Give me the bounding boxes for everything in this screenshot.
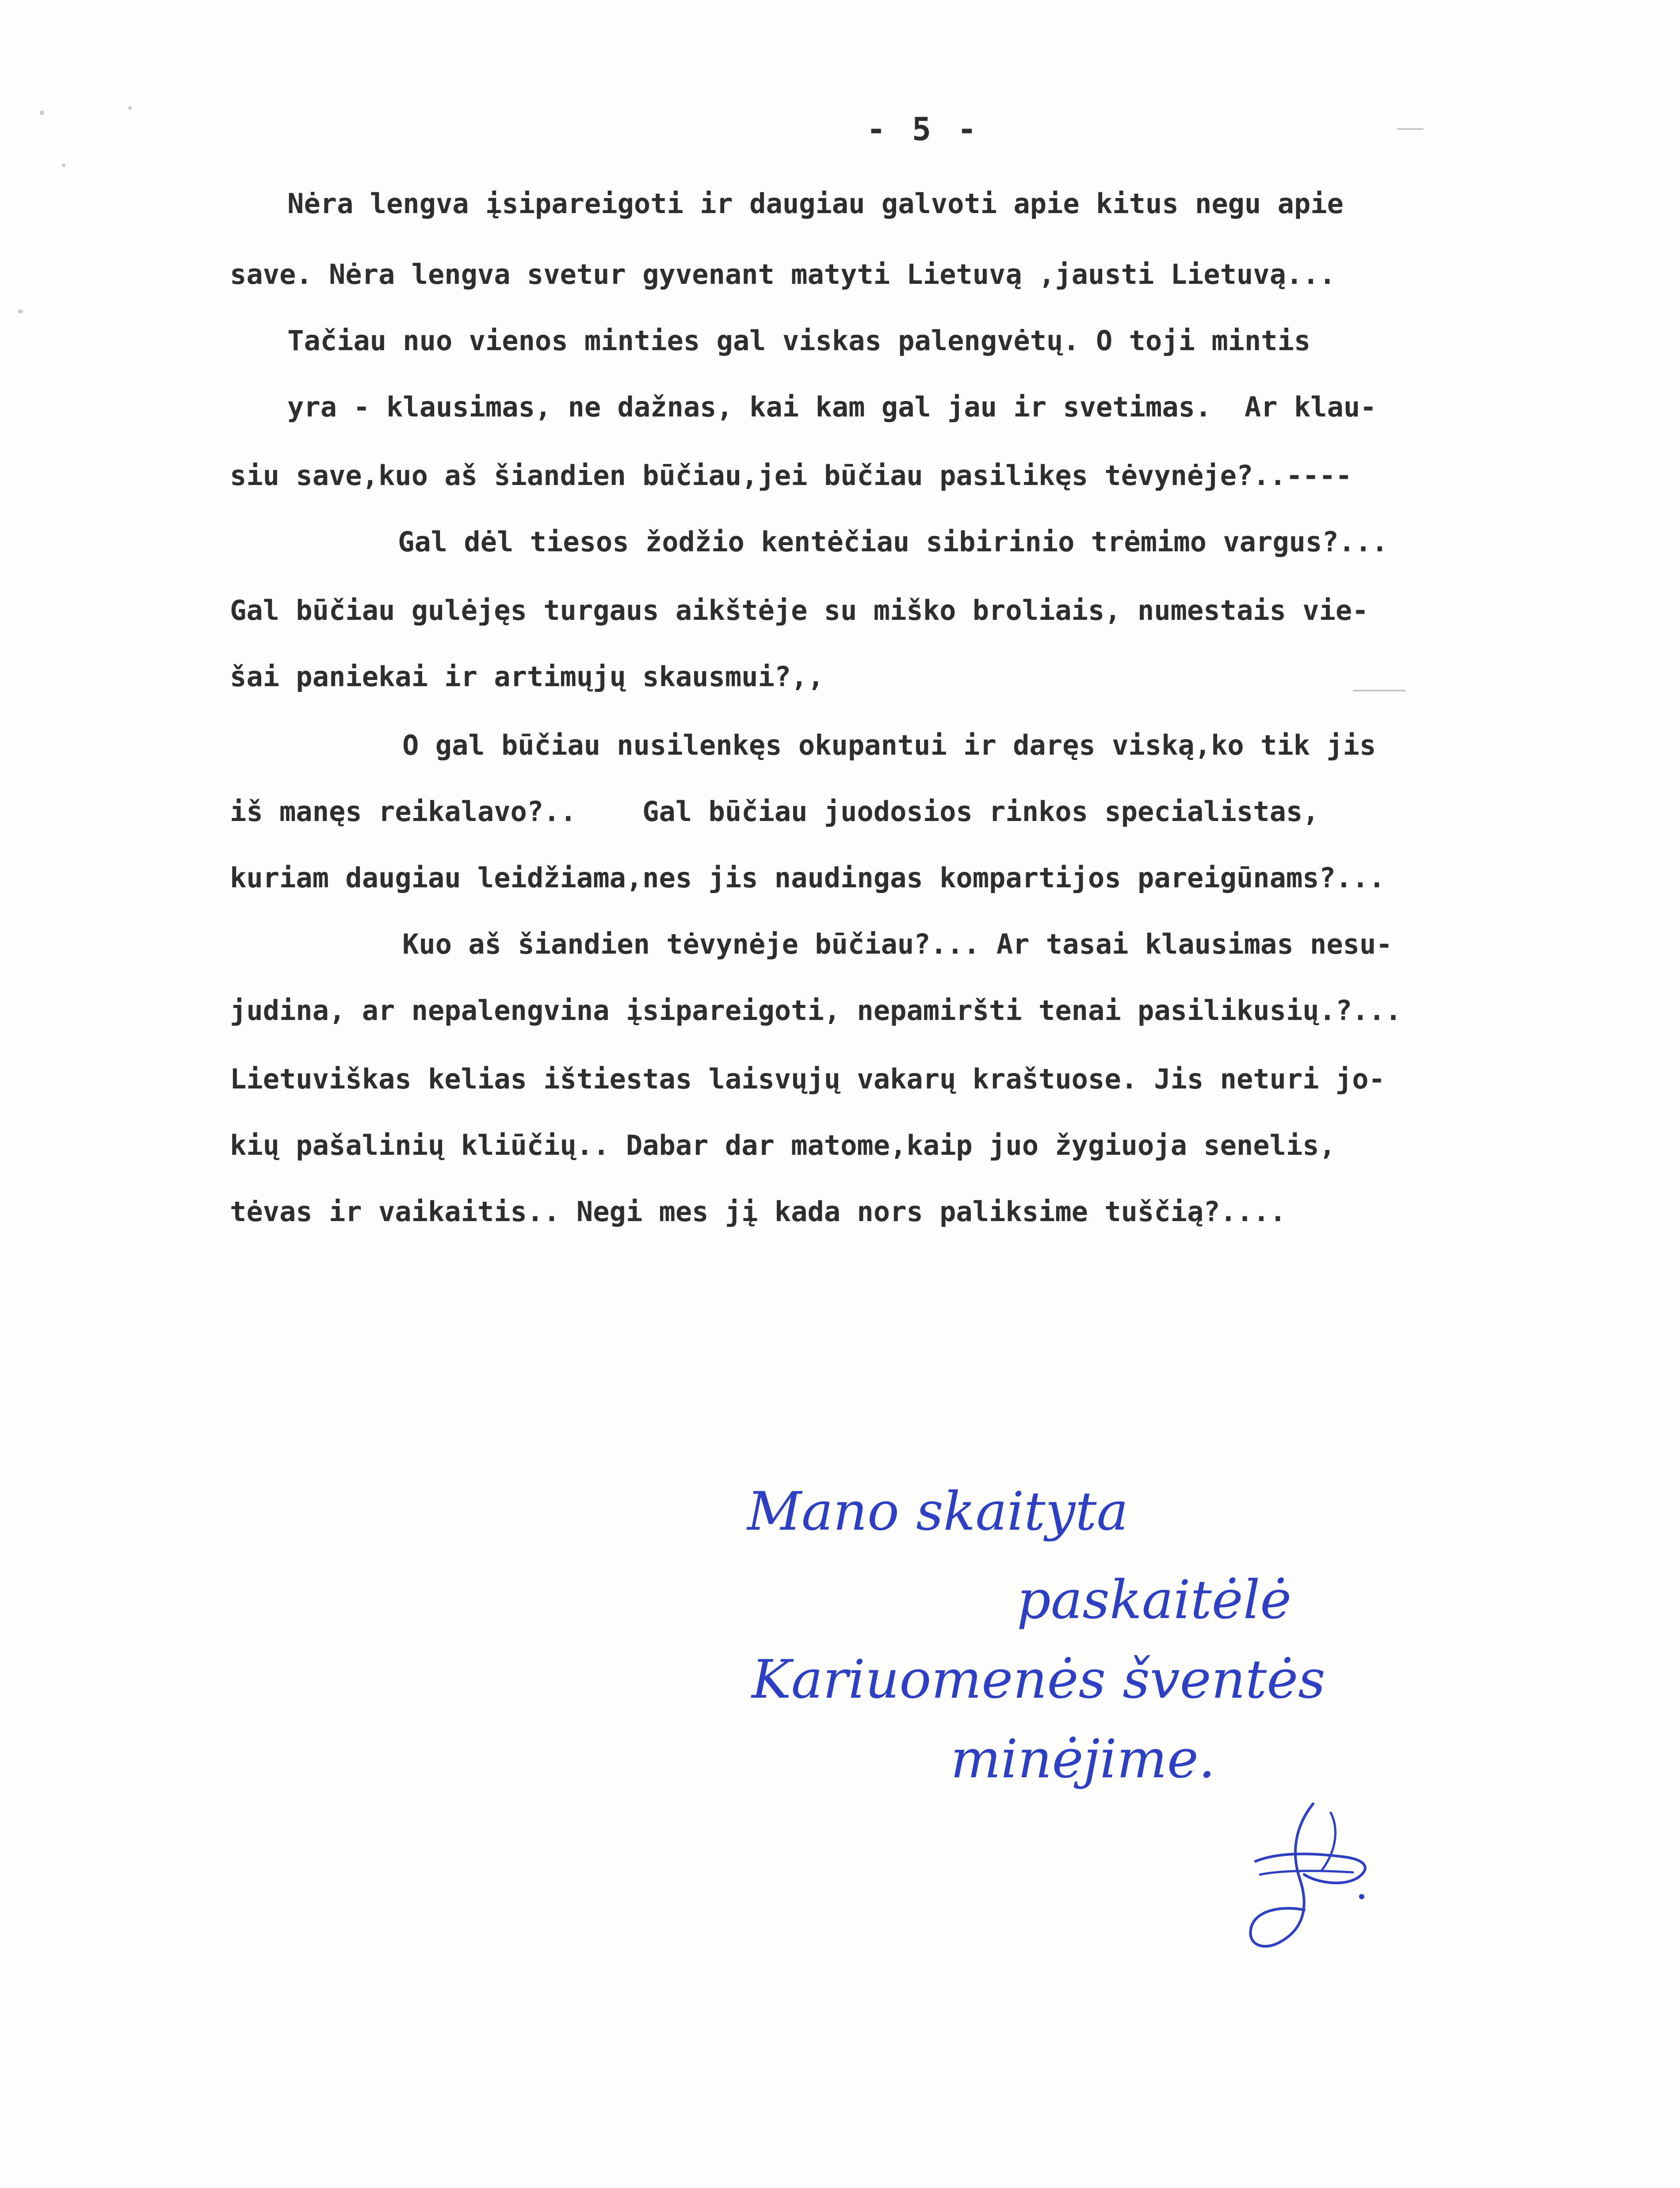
typed-line: iš manęs reikalavo?.. Gal būčiau juodosios rinkos specialistas, [230, 795, 1319, 828]
typed-line: yra - klausimas, ne dažnas, kai kam gal jau ir svetimas. Ar klau- [287, 391, 1377, 423]
typed-line: Lietuviškas kelias ištiestas laisvųjų vakarų kraštuose. Jis neturi jo- [230, 1063, 1385, 1095]
typed-line: kuriam daugiau leidžiama,nes jis naudingas kompartijos pareigūnams?... [230, 862, 1385, 894]
paper-speck [1353, 690, 1406, 691]
typed-line: šai paniekai ir artimųjų skausmui?,, [230, 661, 824, 693]
typed-line: O gal būčiau nusilenkęs okupantui ir daręs viską,ko tik jis [402, 729, 1376, 761]
handwritten-line: Mano skaityta [747, 1481, 1129, 1543]
typed-line: Kuo aš šiandien tėvynėje būčiau?... Ar tasai klausimas nesu- [402, 928, 1393, 960]
typed-line: Tačiau nuo vienos minties gal viskas palengvėtų. O toji mintis [287, 325, 1311, 357]
typed-line: Gal dėl tiesos žodžio kentėčiau sibirinio trėmimo vargus?... [398, 526, 1388, 558]
typed-line: tėvas ir vaikaitis.. Negi mes jį kada nors paliksime tuščią?.... [230, 1195, 1286, 1228]
paper-speck [18, 309, 23, 313]
paper-speck [1397, 128, 1424, 130]
signature [1229, 1786, 1388, 1963]
typed-line: kių pašalinių kliūčių.. Dabar dar matome,kaip juo žygiuoja senelis, [230, 1129, 1336, 1161]
typed-line: Nėra lengva įsipareigoti ir daugiau galvoti apie kitus negu apie [287, 187, 1344, 220]
paper-speck [62, 164, 65, 167]
typed-line: save. Nėra lengva svetur gyvenant matyti Lietuvą ,jausti Lietuvą... [230, 258, 1336, 290]
handwritten-line: paskaitėlė [1017, 1569, 1292, 1631]
page-number: - 5 - [867, 111, 980, 148]
typed-line: siu save,kuo aš šiandien būčiau,jei būčiau pasilikęs tėvynėje?..---- [230, 459, 1352, 492]
handwritten-line: Kariuomenės šventės [752, 1649, 1325, 1711]
typed-line: judina, ar nepalengvina įsipareigoti, nepamiršti tenai pasilikusių.?... [230, 994, 1402, 1027]
typed-line: Gal būčiau gulėjęs turgaus aikštėje su miško broliais, numestais vie- [230, 594, 1369, 626]
handwritten-line: minėjime. [951, 1729, 1216, 1790]
paper-speck [40, 111, 44, 115]
paper-speck [128, 106, 132, 110]
